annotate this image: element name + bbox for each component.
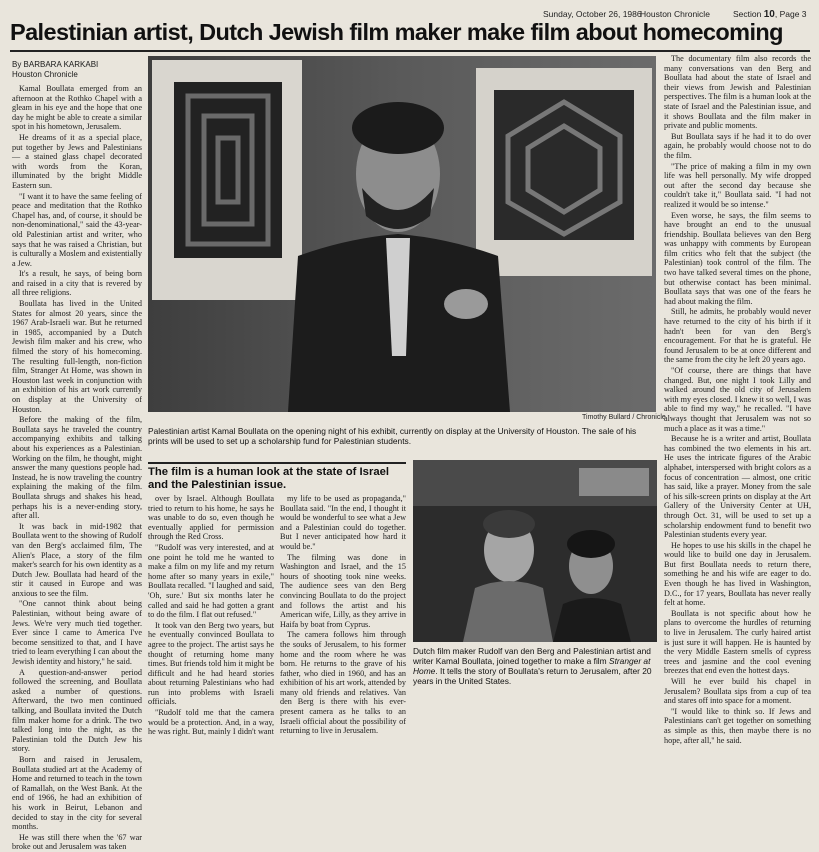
paragraph: Still, he admits, he probably would never have returned to the city of his birth if it hadn't been for van den Berg's encouragement. For that he is grateful. He found Jerusalem to be at once different and the same from the city he left 20 years ago. <box>664 307 811 365</box>
paragraph: "One cannot think about being Palestinian, without being aware of Jews. We're very much tied together. Ever since I came to America I've become sensitized to that, and I have tried to learn everything I can about the Jewish identity and history," he said. <box>12 599 142 667</box>
photo-artist-at-exhibit <box>148 56 656 412</box>
paragraph: "Rudolf told me that the camera would be a protection. And, in a way, he was right. But, mainly I didn't want <box>148 708 274 737</box>
paragraph: my life to be used as propaganda," Boullata said. "In the end, I thought it would be wonderful to see what a Jew and a Palestinian could do together. But I never anticipated how hard it would be." <box>280 494 406 551</box>
article-column-4 <box>664 54 811 745</box>
paragraph: A question-and-answer period followed the screening, and Boullata asked a number of questions. Afterward, the two men continued talking, and Boullata invited the Dutch film maker home for a drink. The two talked long into the night, as the Palestinian told the Dutch Jew his story. <box>12 667 142 754</box>
photo-caption-main: Palestinian artist Kamal Boullata on the opening night of his exhibit, currently on display at the University of Houston. The sale of his prints will be used to set up a scholarship fund for Palestinian students. <box>148 426 637 446</box>
paragraph: Even worse, he says, the film seems to have brought an end to the unusual friendship. Boullata believes van den Berg was unhappy with comments by European film critics who felt that the subject (the Palestinian) took control of the film. The two have talked several times on the phone, but otherwise contact has been minimal. Boullata says that was one of the fears he had about making the film. <box>664 210 811 306</box>
paragraph: The documentary film also records the many conversations van den Berg and Boullata had about the state of Israel and their views from Jewish and Palestinian perspectives. The film is a human look at the state of Israel and the Palestinian issue, and it shows Boullata and the film maker in private and public moments. <box>664 54 811 131</box>
paragraph: "I want it to have the same feeling of peace and meditation that the Rothko Chapel has, and, of course, it should be non-denominational," said the 43-year-old Palestinian artist and writer, who says that he was raised a Christian, but is culturally a Moslem and existentially a Jew. <box>12 191 142 268</box>
paragraph: He dreams of it as a special place, put together by Jews and Palestinians — a stained glass chapel decorated with words from the Koran, illuminated by the bright Middle Eastern sun. <box>12 132 142 190</box>
byline-author: By BARBARA KARKABI <box>12 60 99 69</box>
photo-caption-second: Dutch film maker Rudolf van den Berg and Palestinian artist and writer Kamal Boullata, joined together to make a film Stranger at Home. It tells the story of Boullata's return to Jerusalem, after 20 years in the United States. <box>413 646 652 686</box>
photo-filmmaker-and-artist <box>413 460 657 642</box>
photo-credit: Timothy Bullard / Chronicle <box>582 414 666 421</box>
byline-outlet: Houston Chronicle <box>12 70 78 79</box>
section-page: Section 10, Page 3 <box>733 9 807 20</box>
paragraph: Kamal Boullata emerged from an afternoon at the Rothko Chapel with a gleam in his eye and the hope that one day he might be able to create a similar spot in his hometown, Jerusalem. <box>12 84 142 132</box>
film-title: Stranger at Home <box>413 656 651 676</box>
photo-artist-image <box>148 56 656 412</box>
headline-rule <box>10 50 810 52</box>
article-column-1 <box>12 84 142 852</box>
paragraph: Boullata is not specific about how he plans to overcome the hurdles of returning to live in Jerusalem. The curly haired artist is just sure it will happen. He is haunted by the very Middle Eastern smells of cypress trees and jasmine and the cool evening breezes that end even the hottest days. <box>664 608 811 676</box>
paragraph: The filming was done in Washington and Israel, and the 15 hours of shooting took nine weeks. The audience sees van den Berg convincing Boullata to do the project and follows the artist and his American wife, Lilly, as they arrive in Haifa by boat from Cyprus. <box>280 552 406 629</box>
paragraph: "I would like to think so. If Jews and Palestinians can't get together on something as simple as this, then maybe there is no hope, after all," he said. <box>664 706 811 745</box>
paragraph: Because he is a writer and artist, Boullata has combined the two elements in his art. He uses the intricate figures of the Arabic alphabet, interspersed with bright colors as a focus of concentration — almost, one critic has said, like a prayer. Money from the sale of his silk-screen prints on display at the Art Gallery of the University Center at UH, through Oct. 31, will be used to set up a scholarship endowment fund to benefit two Palestinian students every year. <box>664 434 811 540</box>
paragraph: "The price of making a film in my own life was hell personally. My wife dropped out after the second day because she couldn't take it," Boullata said. "I had not realized it would be so intense." <box>664 161 811 209</box>
paragraph: over by Israel. Although Boullata tried to return to his home, he says he was unable to do so, even though he eventually applied for permission through the Red Cross. <box>148 494 274 542</box>
paragraph: Boullata has lived in the United States for almost 20 years, since the 1967 Arab-Israeli war. But he returned in 1985, accompanied by a Dutch Jewish film maker and his crew, who filmed the story of his homecoming. The resulting full-length, non-fiction film, Stranger At Home, was shown in Houston last week in conjunction with an exhibition of his art work currently on display at the University of Houston. <box>12 299 142 414</box>
paragraph: The camera follows him through the souks of Jerusalem, to his former home and the room where he was born. He returns to the grave of his father, who died in 1960, and has an exhibition of his art work, attended by many old friends and relatives. Van den Berg is there with his ever-present camera as he talks to an Israeli official about the possibility of returning to live in Jerusalem. <box>280 630 406 736</box>
paragraph: It's a result, he says, of being born and raised in a city that is revered by all three religions. <box>12 269 142 298</box>
pull-quote-deck: The film is a human look at the state of Israel and the Palestinian issue. <box>148 462 406 492</box>
paragraph: He hopes to use his skills in the chapel he would like to build one day in Jerusalem. But first Boullata needs to return there, something he and his wife are eager to do. Even though he has lived in Washington, D.C., for 17 years, Boullata has never really felt at home. <box>664 540 811 608</box>
headline: Palestinian artist, Dutch Jewish film maker make film about homecoming <box>10 19 783 45</box>
paragraph: "Rudolf was very interested, and at one point he told me he wanted to make a film on my life and my return home after so many years in exile," Boullata recalled. "I laughed and said, 'Oh, sure.' But six months later he called and said he had gotten a grant to do the film. I flat out refused." <box>148 542 274 620</box>
paragraph: Born and raised in Jerusalem, Boullata studied art at the Academy of Home and returned to teach in the town of Ramallah, on the West Bank. At the end of 1966, he had an exhibition of his work in Beirut, Lebanon and decided to stay in the city for several months. <box>12 754 142 832</box>
paragraph: He was still there when the '67 war broke out and Jerusalem was taken <box>12 832 142 852</box>
paper-name: Houston Chronicle <box>640 9 710 19</box>
issue-date: Sunday, October 26, 1986 <box>543 9 642 19</box>
paragraph: "Of course, there are things that have changed. But, one night I took Lilly and walked around the old city of Jerusalem with my eyes closed. I knew it so well, I was able to find my way," he recalled. "I have always thought that Jerusalem was not so much a place as it was a time." <box>664 366 811 433</box>
byline <box>12 60 98 80</box>
article-column-2 <box>148 494 274 737</box>
paragraph: It was back in mid-1982 that Boullata went to the showing of Rudolf van den Berg's acclaimed film, The Alien's Place, a story of the film maker's search for his own identity as a Dutch Jew. Boullata had heard of the stir it caused in Europe and was anxious to see the film. <box>12 521 142 598</box>
paragraph: Before the making of the film, Boullata says he traveled the country accompanying exhibits and talking about his experiences as a Palestinian. Working on the film, he thought, might answer the many questions people had. Instead, he is now traveling the country explaining the making of the film. Boullata shrugs and shakes his head, perhaps his is a never-ending story, after all. <box>12 415 142 521</box>
article-column-3 <box>280 494 406 736</box>
paragraph: Will he ever build his chapel in Jerusalem? Boullata sips from a cup of tea and stares off into space for a moment. <box>664 677 811 706</box>
paragraph: But Boullata says if he had it to do over again, he probably would choose not to do the film. <box>664 131 811 160</box>
photo-filmmaker-image <box>413 460 657 642</box>
paragraph: It took van den Berg two years, but he eventually convinced Boullata to agree to the project. The artist says he thought of returning home many times. But friends told him it might be difficult and he had heard stories about returning Palestinians who had run into problems with Israeli officials. <box>148 620 274 707</box>
